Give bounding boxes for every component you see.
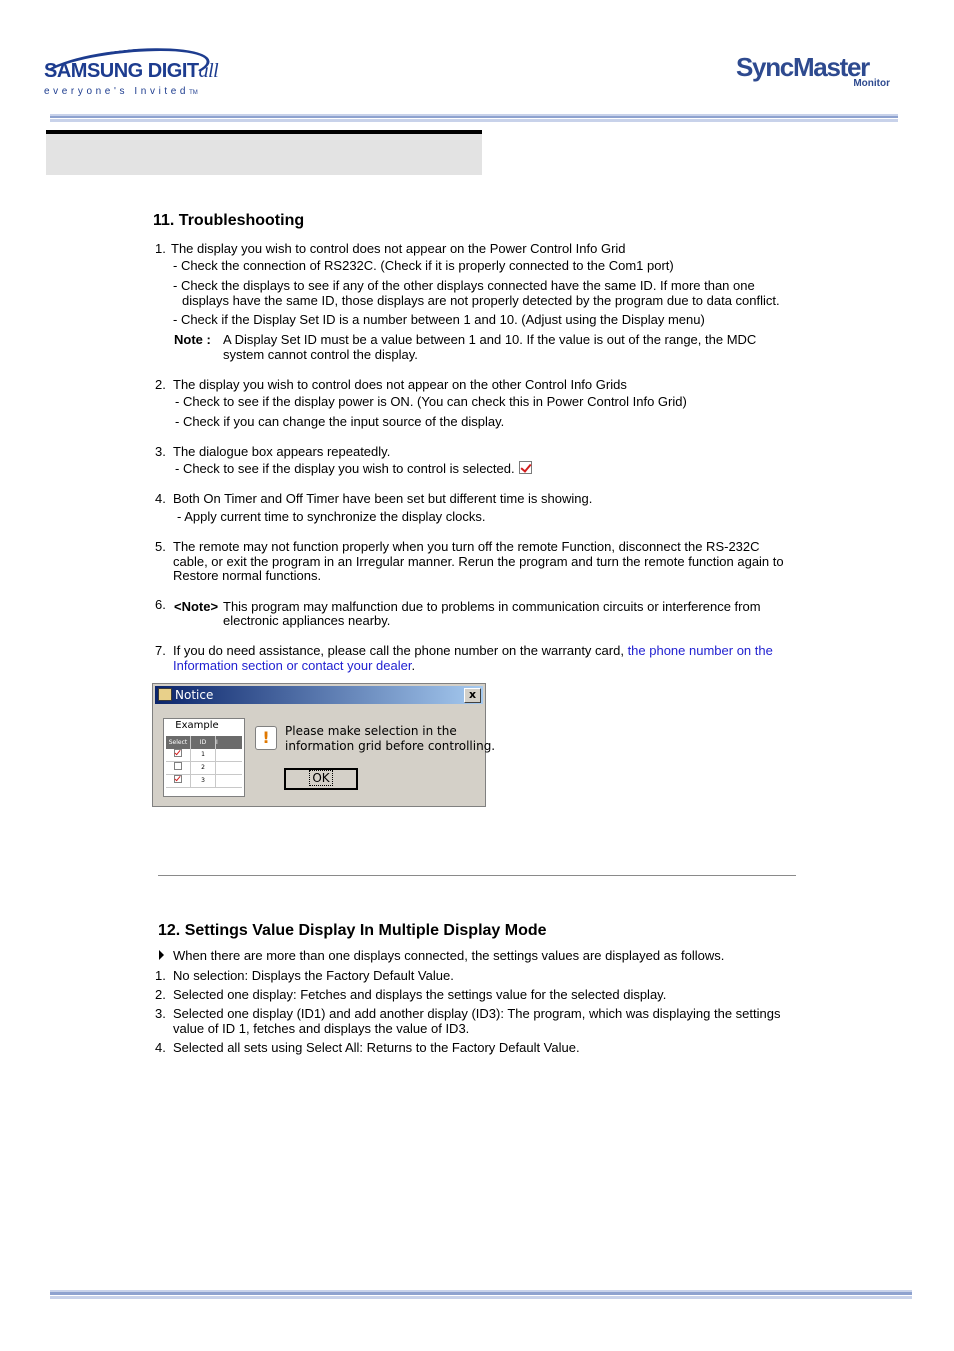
item-6-note-label: <Note> (174, 599, 219, 614)
item-2-bullet-2: - Check if you can change the input source of the display. (175, 414, 505, 429)
s12-item-4-text: Selected all sets using Select All: Returns to the Factory Default Value. (173, 1040, 580, 1055)
grid-empty-cell (216, 762, 242, 774)
section-12-heading: 12. Settings Value Display In Multiple Display Mode (158, 922, 547, 939)
grid-id-cell: 3 (191, 775, 216, 787)
example-grid (166, 736, 242, 788)
brand-all-text: all (198, 60, 219, 82)
grid-select-cell (166, 762, 191, 774)
close-icon[interactable]: x (464, 688, 481, 703)
item-5-line-1: The remote may not function properly when you turn off the remote Function, disconnect the RS-232C (173, 539, 760, 554)
table-row (166, 749, 242, 762)
folder-icon (158, 688, 172, 701)
s12-item-1-number: 1. (155, 968, 166, 983)
checked-checkbox-icon (174, 749, 182, 757)
item-6-number: 6. (155, 597, 166, 612)
ok-button[interactable] (284, 768, 358, 790)
item-7-number: 7. (155, 643, 166, 658)
item-6-line-1: This program may malfunction due to problems in communication circuits or interference from (223, 599, 761, 614)
brand-tagline (44, 86, 198, 97)
grid-id-cell: 1 (191, 749, 216, 761)
grid-empty-cell (216, 749, 242, 761)
item-5-line-2: cable, or exit the program in an Irregular manner. Rerun the program and turn the remote function again to (173, 554, 784, 569)
table-row (166, 762, 242, 775)
section-12-intro: When there are more than one displays connected, the settings values are displayed as follows. (173, 948, 725, 963)
header-rule (50, 114, 898, 122)
ok-button-label: OK (309, 770, 332, 786)
brand-main-text: SAMSUNG DIGIT (44, 60, 199, 82)
item-1-bullet-3: - Check if the Display Set ID is a number between 1 and 10. (Adjust using the Display menu) (173, 312, 705, 327)
section-divider (158, 875, 796, 876)
notice-dialog (152, 683, 496, 807)
s12-item-3-line-2: value of ID 1, fetches and displays the value of ID3. (173, 1021, 470, 1036)
item-4-number: 4. (155, 491, 166, 506)
brand-tm: TM (189, 90, 198, 96)
item-1-bullet-2: - Check the displays to see if any of the other displays connected have the same ID. If more than one (173, 278, 755, 293)
item-1-text: The display you wish to control does not appear on the Power Control Info Grid (171, 241, 626, 256)
item-1-bullet-1: - Check the connection of RS232C. (Check if it is properly connected to the Com1 port) (173, 258, 674, 273)
dialog-message (285, 724, 495, 754)
brand-tagline-text: everyone's Invited (44, 86, 190, 97)
example-label: Example (175, 720, 219, 731)
syncmaster-logo (736, 52, 896, 94)
item-2-number: 2. (155, 377, 166, 392)
dealer-link[interactable]: Information section or contact your dealer (173, 658, 412, 673)
example-grid-header (166, 736, 242, 749)
footer-rule (50, 1290, 912, 1299)
item-6-line-2: electronic appliances nearby. (223, 613, 391, 628)
arrow-right-icon (159, 950, 164, 960)
item-5-line-3: Restore normal functions. (173, 568, 322, 583)
section-11-heading: 11. Troubleshooting (153, 212, 305, 229)
syncmaster-text: SyncMaster (736, 52, 869, 82)
item-2-text: The display you wish to control does not appear on the other Control Info Grids (173, 377, 627, 392)
s12-item-3-line-1: Selected one display (ID1) and add another display (ID3): The program, which was displaying the settings (173, 1006, 781, 1021)
item-3-text: The dialogue box appears repeatedly. (173, 444, 391, 459)
item-3-bullet-1 (175, 461, 532, 476)
item-3-number: 3. (155, 444, 166, 459)
grid-header-select: Select (166, 736, 191, 749)
grid-select-cell (166, 775, 191, 787)
title-band-bar (46, 130, 482, 134)
note-text-cont: system cannot control the display. (223, 347, 418, 362)
brand-name (44, 60, 218, 83)
checked-checkbox-icon (519, 461, 532, 474)
s12-item-4-number: 4. (155, 1040, 166, 1055)
table-row (166, 775, 242, 788)
item-3-bullet-1-text: - Check to see if the display you wish to control is selected. (175, 461, 515, 476)
dialog-message-line-1: Please make selection in the (285, 724, 457, 738)
grid-select-cell (166, 749, 191, 761)
item-7-period: . (411, 658, 416, 673)
s12-item-2-text: Selected one display: Fetches and displays the settings value for the selected display. (173, 987, 667, 1002)
warning-icon: ! (255, 726, 277, 750)
grid-empty-cell (216, 775, 242, 787)
s12-item-1-text: No selection: Displays the Factory Default Value. (173, 968, 454, 983)
item-5-number: 5. (155, 539, 166, 554)
unchecked-checkbox-icon (174, 762, 182, 770)
s12-item-3-number: 3. (155, 1006, 166, 1021)
item-2-bullet-1: - Check to see if the display power is ON. (You can check this in Power Control Info Grid) (175, 394, 687, 409)
note-label: Note : (174, 332, 211, 347)
samsung-digitall-logo (40, 48, 219, 103)
title-band (46, 130, 482, 175)
dialog-title: Notice (175, 688, 214, 702)
item-7-line-1 (173, 643, 773, 658)
item-1-number: 1. (155, 241, 166, 256)
grid-id-cell: 2 (191, 762, 216, 774)
item-1-bullet-2-cont: displays have the same ID, those displays are not properly detected by the program due to data conflict. (182, 293, 780, 308)
dialog-title-bar (155, 686, 483, 704)
dialog-message-line-2: information grid before controlling. (285, 739, 496, 753)
grid-header-id: ID (191, 736, 216, 749)
s12-item-2-number: 2. (155, 987, 166, 1002)
note-text: A Display Set ID must be a value between 1 and 10. If the value is out of the range, the MDC (223, 332, 757, 347)
item-4-text: Both On Timer and Off Timer have been set but different time is showing. (173, 491, 593, 506)
item-7-line-2 (173, 658, 415, 673)
monitor-text: Monitor (853, 78, 890, 89)
phone-number-link[interactable]: the phone number on the (627, 643, 773, 658)
checked-checkbox-icon (174, 775, 182, 783)
item-7-text: If you do need assistance, please call the phone number on the warranty card, (173, 643, 628, 658)
grid-header-extra: I (216, 739, 218, 746)
item-4-bullet-1: - Apply current time to synchronize the display clocks. (177, 509, 486, 524)
